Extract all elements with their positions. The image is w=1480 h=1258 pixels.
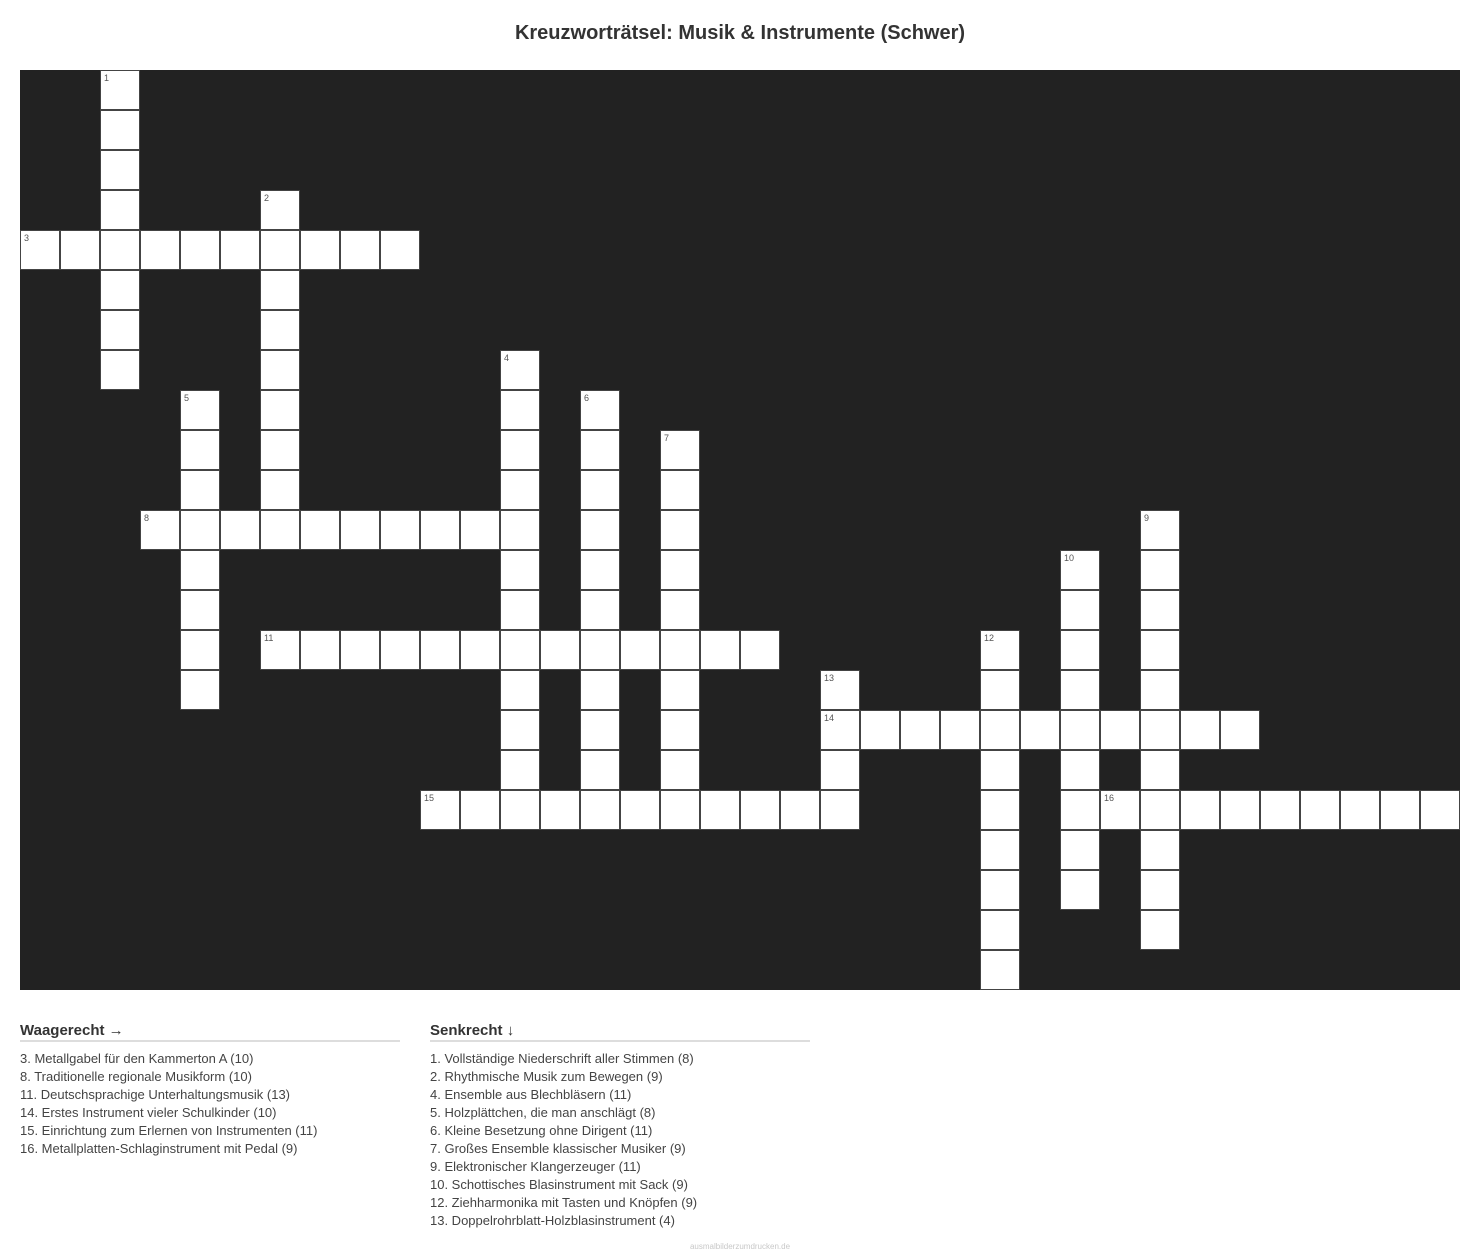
clue-number: 11 xyxy=(264,633,274,643)
clue-number: 13 xyxy=(824,673,835,683)
clue-number: 12 xyxy=(984,633,995,643)
grid-cell[interactable] xyxy=(140,230,180,270)
grid-cell[interactable] xyxy=(580,470,620,510)
across-clue: 3. Metallgabel für den Kammerton A (10) xyxy=(20,1051,254,1066)
grid-cell[interactable] xyxy=(1060,590,1100,630)
down-clue: 2. Rhythmische Musik zum Bewegen (9) xyxy=(430,1069,663,1084)
grid-cell[interactable] xyxy=(500,670,540,710)
down-clue: 10. Schottisches Blasinstrument mit Sack (9) xyxy=(430,1177,688,1192)
grid-cell[interactable] xyxy=(180,430,220,470)
grid-cell[interactable] xyxy=(1220,710,1260,750)
grid-cell[interactable] xyxy=(420,630,460,670)
grid-cell[interactable] xyxy=(100,350,140,390)
grid-cell[interactable] xyxy=(260,630,300,670)
grid-cell[interactable] xyxy=(1220,790,1260,830)
grid-cell[interactable] xyxy=(580,750,620,790)
grid-cell[interactable] xyxy=(260,430,300,470)
grid-cell[interactable] xyxy=(700,630,740,670)
grid-cell[interactable] xyxy=(980,630,1020,670)
grid-cell[interactable] xyxy=(260,350,300,390)
down-clue: 4. Ensemble aus Blechbläsern (11) xyxy=(430,1087,632,1102)
grid-cell[interactable] xyxy=(500,470,540,510)
clue-number: 2 xyxy=(264,193,270,203)
grid-cell[interactable] xyxy=(1140,750,1180,790)
grid-cell[interactable] xyxy=(580,430,620,470)
grid-cell[interactable] xyxy=(1300,790,1340,830)
grid-cell[interactable] xyxy=(300,510,340,550)
grid-cell[interactable] xyxy=(660,470,700,510)
grid-cell[interactable] xyxy=(1140,510,1180,550)
grid-cell[interactable] xyxy=(300,630,340,670)
grid-cell[interactable] xyxy=(500,750,540,790)
grid-cell[interactable] xyxy=(580,790,620,830)
grid-cell[interactable] xyxy=(500,390,540,430)
clue-number: 5 xyxy=(184,393,190,403)
grid-cell[interactable] xyxy=(180,470,220,510)
grid-cell[interactable] xyxy=(260,230,300,270)
down-clue-list xyxy=(430,1050,810,1230)
grid-cell[interactable] xyxy=(460,790,500,830)
grid-cell[interactable] xyxy=(100,230,140,270)
grid-cell[interactable] xyxy=(500,710,540,750)
grid-cell[interactable] xyxy=(1140,710,1180,750)
clue-number: 3 xyxy=(24,233,30,243)
grid-cell[interactable] xyxy=(620,630,660,670)
crossword-grid xyxy=(20,70,1460,990)
clue-number: 15 xyxy=(424,793,435,803)
grid-cell[interactable] xyxy=(1060,830,1100,870)
grid-cell[interactable] xyxy=(100,110,140,150)
grid-cell[interactable] xyxy=(380,630,420,670)
grid-cell[interactable] xyxy=(820,710,860,750)
grid-cell[interactable] xyxy=(1060,670,1100,710)
grid-cell[interactable] xyxy=(540,630,580,670)
grid-cell[interactable] xyxy=(660,590,700,630)
grid-cell[interactable] xyxy=(260,510,300,550)
grid-cell[interactable] xyxy=(1140,910,1180,950)
clue-number: 9 xyxy=(1144,513,1150,523)
grid-cell[interactable] xyxy=(860,710,900,750)
grid-cell[interactable] xyxy=(180,510,220,550)
grid-cell[interactable] xyxy=(1140,590,1180,630)
grid-cell[interactable] xyxy=(620,790,660,830)
grid-cell[interactable] xyxy=(580,390,620,430)
grid-cell[interactable] xyxy=(340,630,380,670)
across-clue: 11. Deutschsprachige Unterhaltungsmusik (13) xyxy=(20,1087,291,1102)
down-clue: 5. Holzplättchen, die man anschlägt (8) xyxy=(430,1105,656,1120)
grid-cell[interactable] xyxy=(1060,710,1100,750)
grid-cell[interactable] xyxy=(1140,790,1180,830)
grid-cell[interactable] xyxy=(500,790,540,830)
grid-cell[interactable] xyxy=(820,670,860,710)
grid-cell[interactable] xyxy=(340,510,380,550)
grid-cell[interactable] xyxy=(260,270,300,310)
grid-cell[interactable] xyxy=(20,230,60,270)
grid-cell[interactable] xyxy=(460,510,500,550)
grid-cell[interactable] xyxy=(380,510,420,550)
grid-cell[interactable] xyxy=(940,710,980,750)
grid-cell[interactable] xyxy=(60,230,100,270)
grid-cell[interactable] xyxy=(500,350,540,390)
grid-cell[interactable] xyxy=(380,230,420,270)
grid-cell[interactable] xyxy=(900,710,940,750)
grid-cell[interactable] xyxy=(540,790,580,830)
grid-cell[interactable] xyxy=(1140,830,1180,870)
clue-number: 4 xyxy=(504,353,510,363)
grid-cell[interactable] xyxy=(100,150,140,190)
grid-cell[interactable] xyxy=(1020,710,1060,750)
grid-cell[interactable] xyxy=(980,710,1020,750)
across-clue: 14. Erstes Instrument vieler Schulkinder (10) xyxy=(20,1105,277,1120)
grid-cell[interactable] xyxy=(1180,790,1220,830)
grid-cell[interactable] xyxy=(660,510,700,550)
grid-cell[interactable] xyxy=(740,790,780,830)
clue-number: 8 xyxy=(144,513,150,523)
grid-cell[interactable] xyxy=(1140,630,1180,670)
across-clues-panel xyxy=(20,1022,400,1158)
down-clue: 1. Vollständige Niederschrift aller Stimmen (8) xyxy=(430,1051,694,1066)
grid-cell[interactable] xyxy=(1100,710,1140,750)
grid-cell[interactable] xyxy=(980,670,1020,710)
grid-cell[interactable] xyxy=(660,710,700,750)
grid-cell[interactable] xyxy=(500,550,540,590)
grid-cell[interactable] xyxy=(180,550,220,590)
grid-cell[interactable] xyxy=(980,830,1020,870)
page-title: Kreuzworträtsel: Musik & Instrumente (Schwer) xyxy=(514,22,966,44)
grid-cell[interactable] xyxy=(500,590,540,630)
grid-cell[interactable] xyxy=(740,630,780,670)
grid-cell[interactable] xyxy=(500,630,540,670)
across-clue: 16. Metallplatten-Schlaginstrument mit Pedal (9) xyxy=(20,1141,298,1156)
grid-cell[interactable] xyxy=(820,790,860,830)
grid-cell[interactable] xyxy=(340,230,380,270)
grid-cell[interactable] xyxy=(100,190,140,230)
grid-cell[interactable] xyxy=(100,310,140,350)
grid-cell[interactable] xyxy=(580,550,620,590)
grid-cell[interactable] xyxy=(980,910,1020,950)
grid-cell[interactable] xyxy=(260,390,300,430)
clue-number: 1 xyxy=(104,73,110,83)
grid-cell[interactable] xyxy=(1100,790,1140,830)
grid-cell[interactable] xyxy=(820,750,860,790)
down-clue: 7. Großes Ensemble klassischer Musiker (9) xyxy=(430,1141,686,1156)
grid-cell[interactable] xyxy=(180,630,220,670)
grid-cell[interactable] xyxy=(300,230,340,270)
grid-cell[interactable] xyxy=(980,950,1020,990)
clue-number: 10 xyxy=(1064,553,1075,563)
grid-cell[interactable] xyxy=(420,510,460,550)
grid-cell[interactable] xyxy=(100,270,140,310)
grid-cell[interactable] xyxy=(980,790,1020,830)
grid-cell[interactable] xyxy=(580,630,620,670)
clue-number: 14 xyxy=(824,713,835,723)
grid-cell[interactable] xyxy=(260,470,300,510)
grid-cell[interactable] xyxy=(660,630,700,670)
grid-cell[interactable] xyxy=(660,790,700,830)
grid-cell[interactable] xyxy=(660,550,700,590)
grid-cell[interactable] xyxy=(780,790,820,830)
grid-cell[interactable] xyxy=(140,510,180,550)
clue-number: 7 xyxy=(664,433,670,443)
grid-cell[interactable] xyxy=(100,70,140,110)
down-clue: 6. Kleine Besetzung ohne Dirigent (11) xyxy=(430,1123,653,1138)
grid-cell[interactable] xyxy=(420,790,460,830)
grid-cell[interactable] xyxy=(660,430,700,470)
grid-cell[interactable] xyxy=(260,190,300,230)
grid-cell[interactable] xyxy=(1420,790,1460,830)
grid-cell[interactable] xyxy=(700,790,740,830)
down-clues-panel xyxy=(430,1022,810,1230)
grid-cell[interactable] xyxy=(580,710,620,750)
grid-cell[interactable] xyxy=(1060,750,1100,790)
grid-cell[interactable] xyxy=(1260,790,1300,830)
grid-cell[interactable] xyxy=(1140,550,1180,590)
grid-cell[interactable] xyxy=(660,750,700,790)
down-heading: Senkrecht ↓ xyxy=(430,1022,810,1042)
grid-cell[interactable] xyxy=(980,750,1020,790)
grid-cell[interactable] xyxy=(180,230,220,270)
footer-credit: ausmalbilderzumdrucken.de xyxy=(689,1242,791,1251)
grid-cell[interactable] xyxy=(260,310,300,350)
grid-cell[interactable] xyxy=(220,230,260,270)
grid-cell[interactable] xyxy=(180,390,220,430)
grid-cell[interactable] xyxy=(1140,670,1180,710)
grid-cell[interactable] xyxy=(1140,870,1180,910)
grid-cell[interactable] xyxy=(1060,630,1100,670)
down-clue: 13. Doppelrohrblatt-Holzblasinstrument (4) xyxy=(430,1213,675,1228)
grid-cell[interactable] xyxy=(580,590,620,630)
grid-cell[interactable] xyxy=(1060,790,1100,830)
grid-cell[interactable] xyxy=(1180,710,1220,750)
across-clue: 8. Traditionelle regionale Musikform (10) xyxy=(20,1069,252,1084)
grid-cell[interactable] xyxy=(1060,870,1100,910)
across-heading: Waagerecht → xyxy=(20,1022,400,1042)
grid-cell[interactable] xyxy=(1060,550,1100,590)
grid-cell[interactable] xyxy=(980,870,1020,910)
clue-number: 16 xyxy=(1104,793,1115,803)
grid-cell[interactable] xyxy=(660,670,700,710)
grid-cell[interactable] xyxy=(180,590,220,630)
grid-cell[interactable] xyxy=(580,670,620,710)
across-clue: 15. Einrichtung zum Erlernen von Instrumenten (11) xyxy=(20,1123,318,1138)
across-clue-list xyxy=(20,1050,400,1158)
down-clue: 12. Ziehharmonika mit Tasten und Knöpfen (9) xyxy=(430,1195,698,1210)
grid-cell[interactable] xyxy=(500,510,540,550)
clue-number: 6 xyxy=(584,393,590,403)
grid-cell[interactable] xyxy=(460,630,500,670)
grid-cell[interactable] xyxy=(220,510,260,550)
down-clue: 9. Elektronischer Klangerzeuger (11) xyxy=(430,1159,641,1174)
grid-cell[interactable] xyxy=(1340,790,1380,830)
grid-cell[interactable] xyxy=(180,670,220,710)
grid-cell[interactable] xyxy=(500,430,540,470)
grid-cell[interactable] xyxy=(1380,790,1420,830)
grid-cell[interactable] xyxy=(580,510,620,550)
